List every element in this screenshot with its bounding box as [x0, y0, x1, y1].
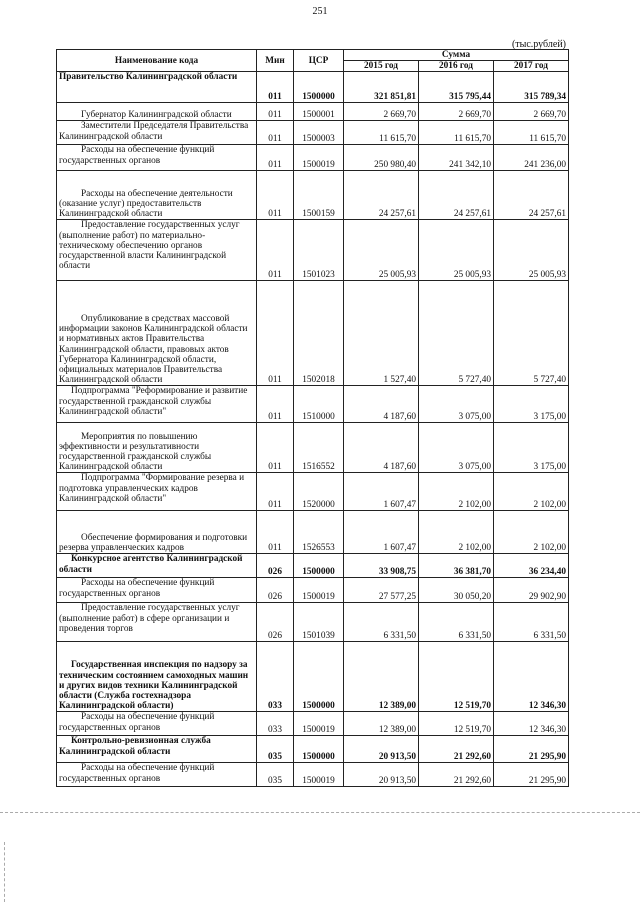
- header-name: Наименование кода: [57, 50, 257, 72]
- table-row: [57, 103, 569, 121]
- row-2015: 6 331,50: [344, 603, 419, 642]
- row-name: Государственная инспекция по надзору за техническим состоянием самоходных машин и других видов техники Калининградской области (Служба гостехнадзора Калининградской области): [59, 660, 249, 712]
- row-2015: 321 851,81: [344, 72, 419, 103]
- table-row: [57, 423, 569, 473]
- row-name: Мероприятия по повышению эффективности и результативности государственной гражданской службы Калининградской области: [59, 431, 212, 473]
- row-name: Подпрограмма "Формирование резерва и подготовка управленческих кадров Калининградской области": [59, 473, 245, 504]
- row-min: 011: [257, 281, 294, 386]
- table-row: [57, 578, 569, 603]
- row-2015: 4 187,60: [344, 386, 419, 423]
- row-2016: 5 727,40: [419, 281, 494, 386]
- row-2015: 11 615,70: [344, 121, 419, 145]
- row-2015: 250 980,40: [344, 145, 419, 171]
- row-min: 011: [257, 145, 294, 171]
- row-2015: 4 187,60: [344, 423, 419, 473]
- row-name: Контрольно-ревизионная служба Калининградской области: [59, 736, 211, 757]
- table-row: [57, 736, 569, 763]
- row-2015: 12 389,00: [344, 642, 419, 712]
- row-min: 011: [257, 511, 294, 554]
- row-2016: 30 050,20: [419, 578, 494, 603]
- row-2017: 12 346,30: [494, 642, 569, 712]
- row-2017: 2 102,00: [494, 511, 569, 554]
- row-2016: 241 342,10: [419, 145, 494, 171]
- row-name: Расходы на обеспечение функций государственных органов: [59, 578, 215, 599]
- header-csr: ЦСР: [294, 50, 344, 72]
- row-csr: 1500019: [294, 763, 344, 787]
- header-2015: 2015 год: [344, 61, 419, 72]
- table-row: [57, 171, 569, 220]
- row-2016: 12 519,70: [419, 712, 494, 736]
- row-name: Опубликование в средствах массовой информации законов Калининградской области и нормативных актов Правительства Калининградской области, правовых актов Губернатора Калининградской области, официальных материалов Правительства Калининградской области: [59, 313, 248, 386]
- row-csr: 1500019: [294, 145, 344, 171]
- table-row: [57, 763, 569, 787]
- row-2017: 12 346,30: [494, 712, 569, 736]
- row-csr: 1500000: [294, 72, 344, 103]
- row-2017: 3 175,00: [494, 386, 569, 423]
- row-csr: 1516552: [294, 423, 344, 473]
- row-2016: 12 519,70: [419, 642, 494, 712]
- row-min: 026: [257, 603, 294, 642]
- row-name: Расходы на обеспечение деятельности (оказание услуг) предоставительств Калининградской области: [59, 188, 233, 220]
- row-name: Расходы на обеспечение функций государственных органов: [59, 712, 215, 733]
- row-name: Расходы на обеспечение функций государственных органов: [59, 145, 215, 166]
- row-min: 033: [257, 712, 294, 736]
- table-row: [57, 511, 569, 554]
- row-csr: 1500001: [294, 103, 344, 121]
- row-min: 035: [257, 763, 294, 787]
- row-csr: 1500000: [294, 736, 344, 763]
- row-2015: 20 913,50: [344, 736, 419, 763]
- row-min: 011: [257, 386, 294, 423]
- row-2015: 20 913,50: [344, 763, 419, 787]
- row-2016: 3 075,00: [419, 423, 494, 473]
- row-min: 026: [257, 578, 294, 603]
- table-row: [57, 554, 569, 578]
- row-2017: 36 234,40: [494, 554, 569, 578]
- row-csr: 1520000: [294, 473, 344, 511]
- row-2016: 11 615,70: [419, 121, 494, 145]
- row-2017: 315 789,34: [494, 72, 569, 103]
- row-2017: 25 005,93: [494, 220, 569, 281]
- row-csr: 1500019: [294, 712, 344, 736]
- row-2015: 27 577,25: [344, 578, 419, 603]
- row-2017: 29 902,90: [494, 578, 569, 603]
- row-min: 033: [257, 642, 294, 712]
- row-name: Губернатор Калининградской области: [81, 110, 232, 121]
- row-2017: 2 669,70: [494, 103, 569, 121]
- units-label: (тыс.рублей): [511, 39, 566, 50]
- row-2016: 21 292,60: [419, 736, 494, 763]
- page-number: 251: [312, 6, 328, 17]
- row-csr: 1510000: [294, 386, 344, 423]
- row-name: Предоставление государственных услуг (выполнение работ) в сфере организации и проведения торгов: [59, 603, 240, 634]
- table-row: [57, 220, 569, 281]
- row-2015: 1 527,40: [344, 281, 419, 386]
- row-csr: 1500159: [294, 171, 344, 220]
- header-2017: 2017 год: [494, 61, 569, 72]
- row-csr: 1500003: [294, 121, 344, 145]
- row-2015: 24 257,61: [344, 171, 419, 220]
- row-2016: 2 102,00: [419, 511, 494, 554]
- row-2016: 24 257,61: [419, 171, 494, 220]
- header-min: Мин: [257, 50, 294, 72]
- row-name: Подпрограмма "Реформирование и развитие государственной гражданской службы Калининградской области": [59, 386, 248, 417]
- row-min: 011: [257, 220, 294, 281]
- table-row: [57, 642, 569, 712]
- row-2017: 3 175,00: [494, 423, 569, 473]
- header-sum: Сумма: [344, 50, 569, 61]
- row-min: 011: [257, 423, 294, 473]
- row-min: 011: [257, 473, 294, 511]
- row-2015: 2 669,70: [344, 103, 419, 121]
- row-csr: 1500000: [294, 554, 344, 578]
- row-min: 011: [257, 72, 294, 103]
- row-2016: 36 381,70: [419, 554, 494, 578]
- row-csr: 1500019: [294, 578, 344, 603]
- row-2017: 6 331,50: [494, 603, 569, 642]
- row-2015: 1 607,47: [344, 473, 419, 511]
- row-2016: 2 669,70: [419, 103, 494, 121]
- row-2017: 11 615,70: [494, 121, 569, 145]
- row-2017: 21 295,90: [494, 763, 569, 787]
- margin-mark: [4, 842, 5, 902]
- row-name: Конкурсное агентство Калининградской области: [59, 554, 243, 575]
- row-name: Заместители Председателя Правительства Калининградской области: [59, 121, 249, 142]
- row-2016: 2 102,00: [419, 473, 494, 511]
- row-name: Правительство Калининградской области: [57, 72, 257, 103]
- row-name: Предоставление государственных услуг (выполнение работ) по материально-техническому обеспечению органов государственной власти Калининградской области: [59, 220, 240, 272]
- table-row: [57, 473, 569, 511]
- row-min: 011: [257, 103, 294, 121]
- budget-table: [56, 49, 569, 787]
- row-min: 035: [257, 736, 294, 763]
- table-row: [57, 712, 569, 736]
- table-row: [57, 386, 569, 423]
- row-csr: 1501023: [294, 220, 344, 281]
- row-csr: 1501039: [294, 603, 344, 642]
- row-2015: 25 005,93: [344, 220, 419, 281]
- row-min: 026: [257, 554, 294, 578]
- row-2015: 1 607,47: [344, 511, 419, 554]
- row-2017: 21 295,90: [494, 736, 569, 763]
- row-csr: 1502018: [294, 281, 344, 386]
- table-row: [57, 145, 569, 171]
- row-2016: 3 075,00: [419, 386, 494, 423]
- row-name: Расходы на обеспечение функций государственных органов: [59, 763, 215, 784]
- row-2016: 25 005,93: [419, 220, 494, 281]
- row-name: Обеспечение формирования и подготовки резерва управленческих кадров: [59, 533, 248, 554]
- table-row: [57, 281, 569, 386]
- row-csr: 1500000: [294, 642, 344, 712]
- row-min: 011: [257, 171, 294, 220]
- row-min: 011: [257, 121, 294, 145]
- header-2016: 2016 год: [419, 61, 494, 72]
- row-2016: 21 292,60: [419, 763, 494, 787]
- row-2016: 315 795,44: [419, 72, 494, 103]
- row-csr: 1526553: [294, 511, 344, 554]
- table-row: [57, 72, 569, 103]
- row-2016: 6 331,50: [419, 603, 494, 642]
- row-2015: 12 389,00: [344, 712, 419, 736]
- row-2017: 2 102,00: [494, 473, 569, 511]
- row-2017: 5 727,40: [494, 281, 569, 386]
- row-2017: 24 257,61: [494, 171, 569, 220]
- row-2017: 241 236,00: [494, 145, 569, 171]
- table-row: [57, 121, 569, 145]
- row-2015: 33 908,75: [344, 554, 419, 578]
- page-divider: [0, 812, 640, 813]
- table-row: [57, 603, 569, 642]
